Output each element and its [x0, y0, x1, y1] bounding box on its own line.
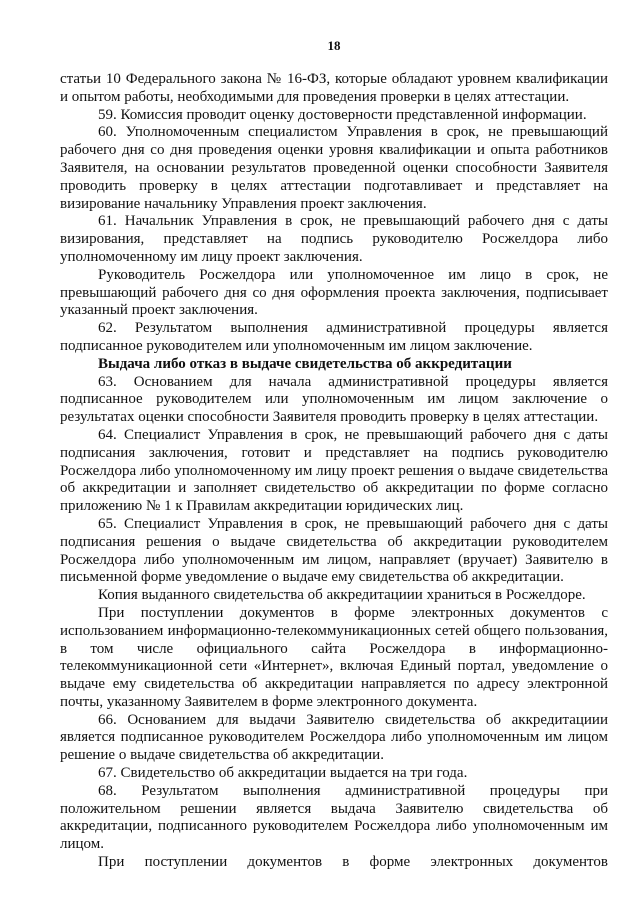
paragraph-61-supervisor: Руководитель Росжелдора или уполномоченное им лицо в срок, не превышающий рабочего дня со дня оформления проекта заключения, подписывает указанный проект заключения. [60, 266, 608, 319]
paragraph-66: 66. Основанием для выдачи Заявителю свидетельства об аккредитациии является подписанное руководителем Росжелдора либо уполномоченным им лицом решение о выдаче свидетельства об аккредитации. [60, 711, 608, 764]
section-heading: Выдача либо отказ в выдаче свидетельства об аккредитации [98, 355, 512, 372]
page-number: 18 [327, 38, 341, 53]
paragraph-electronic-notice: При поступлении документов в форме электронных документов с использованием информационно-телекоммуникационных сетей общего пользования, в том числе официального сайта Росжелдора в информационно-телекоммуникационной сети «Интернет», включая Единый портал, уведомление о выдаче ему свидетельства об аккредитации направляется по адресу электронной почты, указанному Заявителем в форме электронного документа. [60, 604, 608, 710]
paragraph-electronic-continued: При поступлении документов в форме электронных документов [98, 854, 608, 871]
paragraph-61: 61. Начальник Управления в срок, не превышающий рабочего дня с даты визирования, представляет на подпись руководителю Росжелдора либо уполномоченному им лицу проект заключения. [60, 213, 608, 265]
paragraph-64: 64. Специалист Управления в срок, не превышающий рабочего дня с даты подписания заключения, готовит и представляет на подпись руководителю Росжелдора либо уполномоченному им лицу проект решения о выдаче свидетельства об аккредитации и заполняет свидетельство об аккредитации по форме согласно приложению № 1 к Правилам аккредитации юридических лиц. [60, 426, 608, 515]
paragraph-60: 60. Уполномоченным специалистом Управления в срок, не превышающий рабочего дня со дня проведения оценки уровня квалификации и опыта работников Заявителя, на основании результатов проведенной оценки способности Заявителя проводить проверку в целях аттестации подготавливает и представляет на визирование начальнику Управления проект заключения. [60, 124, 608, 212]
paragraph-67: 67. Свидетельство об аккредитации выдается на три года. [98, 765, 468, 782]
paragraph-59: 59. Комиссия проводит оценку достоверности представленной информации. [98, 106, 587, 123]
paragraph-68: 68. Результатом выполнения административной процедуры при положительном решении является выдача Заявителю свидетельства об аккредитации, подписанного руководителем Росжелдора либо уполномоченным им лицом. [60, 782, 608, 853]
paragraph-continuation: статьи 10 Федерального закона № 16-ФЗ, которые обладают уровнем квалификации и опытом работы, необходимыми для проведения проверки в целях аттестации. [60, 71, 608, 105]
paragraph-62: 62. Результатом выполнения административной процедуры является подписанное руководителем или уполномоченным им лицом заключение. [60, 320, 608, 354]
paragraph-63: 63. Основанием для начала административной процедуры является подписанное руководителем или уполномоченным им лицом заключение о результатах оценки способности Заявителя проводить проверку в целях аттестации. [60, 373, 608, 426]
paragraph-copy-storage: Копия выданного свидетельства об аккредитациии храниться в Росжелдоре. [98, 587, 586, 604]
paragraph-65: 65. Специалист Управления в срок, не превышающий рабочего дня с даты подписания решения о выдаче свидетельства об аккредитации руководителем Росжелдора либо уполномоченным им лицом, направляет (вручает) Заявителю в письменной форме уведомление о выдаче ему свидетельства об аккредитации. [60, 515, 608, 586]
